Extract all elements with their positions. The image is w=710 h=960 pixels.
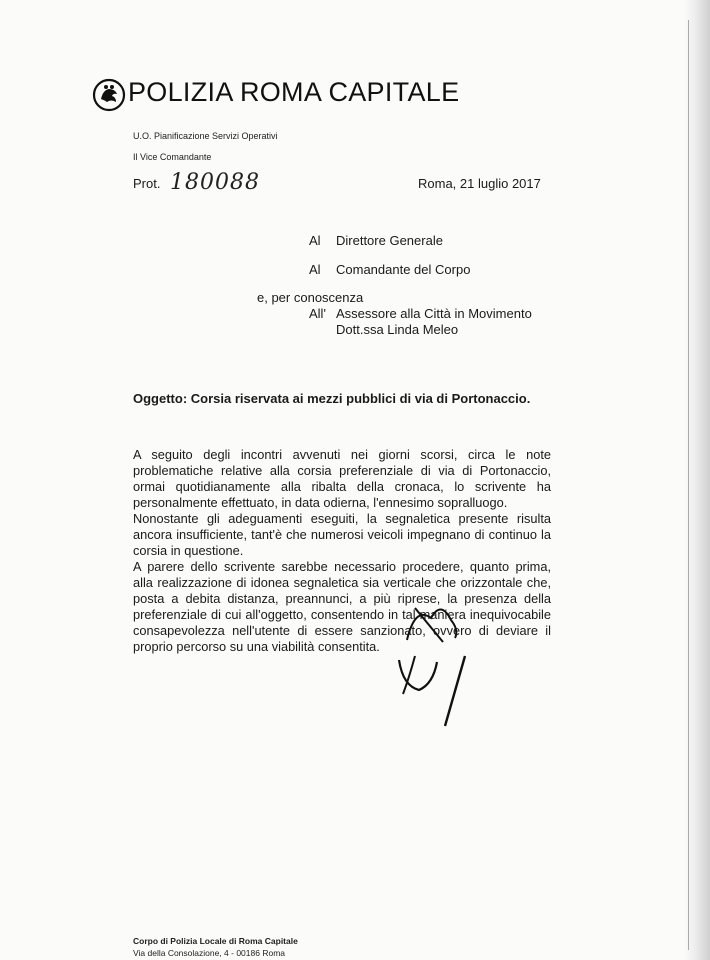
wolf-crest-icon xyxy=(92,78,126,112)
unit-name: U.O. Pianificazione Servizi Operativi xyxy=(133,131,278,141)
body-paragraph: A seguito degli incontri avvenuti nei giorni scorsi, circa le note problematiche relative alla corsia preferenziale di via di Portonaccio, ormai quotidianamente alla ribalta della cronaca, lo scrivente ha personalmente effettuato, in data odierna, l'ennesimo sopralluogo. xyxy=(133,447,551,510)
org-title: POLIZIA ROMA CAPITALE xyxy=(128,77,460,107)
recipient-name: Comandante del Corpo xyxy=(336,262,471,277)
recipient-prefix: Al xyxy=(309,262,321,277)
letter-body xyxy=(133,447,551,655)
letter-date: Roma, 21 luglio 2017 xyxy=(418,176,541,191)
recipient-name: Direttore Generale xyxy=(336,233,443,248)
footer-address: Via della Consolazione, 4 - 00186 Roma xyxy=(133,948,285,958)
recipient-prefix: Al xyxy=(309,233,321,248)
cc-recipient: Assessore alla Città in Movimento xyxy=(336,306,532,321)
cc-label: e, per conoscenza xyxy=(257,290,364,305)
protocol-label: Prot. xyxy=(133,176,161,191)
body-paragraph: A parere dello scrivente sarebbe necessario procedere, quanto prima, alla realizzazione di idonea segnaletica sia verticale che orizzontale che, posta a debita distanza, preannunci, a più riprese, la presenza della preferenziale di cui all'oggetto, consentendo in tal maniera inequivocabile consapevolezza nell'utente di essere sanzionato, ovvero di deviare il proprio percorso su una viabilità consentita. xyxy=(133,559,551,654)
body-paragraph: Nonostante gli adeguamenti eseguiti, la segnaletica presente risulta ancora insufficiente, tant'è che numerosi veicoli impegnano di continuo la corsia in questione. xyxy=(133,511,551,558)
page-edge-line xyxy=(688,20,689,950)
handwritten-signature xyxy=(385,598,485,728)
cc-prefix: All' xyxy=(309,306,326,321)
protocol-number: 180088 xyxy=(170,170,260,195)
subject-line: Oggetto: Corsia riservata ai mezzi pubblici di via di Portonaccio. xyxy=(133,391,531,406)
footer-org: Corpo di Polizia Locale di Roma Capitale xyxy=(133,936,298,946)
sender-role: Il Vice Comandante xyxy=(133,152,212,162)
cc-person: Dott.ssa Linda Meleo xyxy=(336,322,459,337)
